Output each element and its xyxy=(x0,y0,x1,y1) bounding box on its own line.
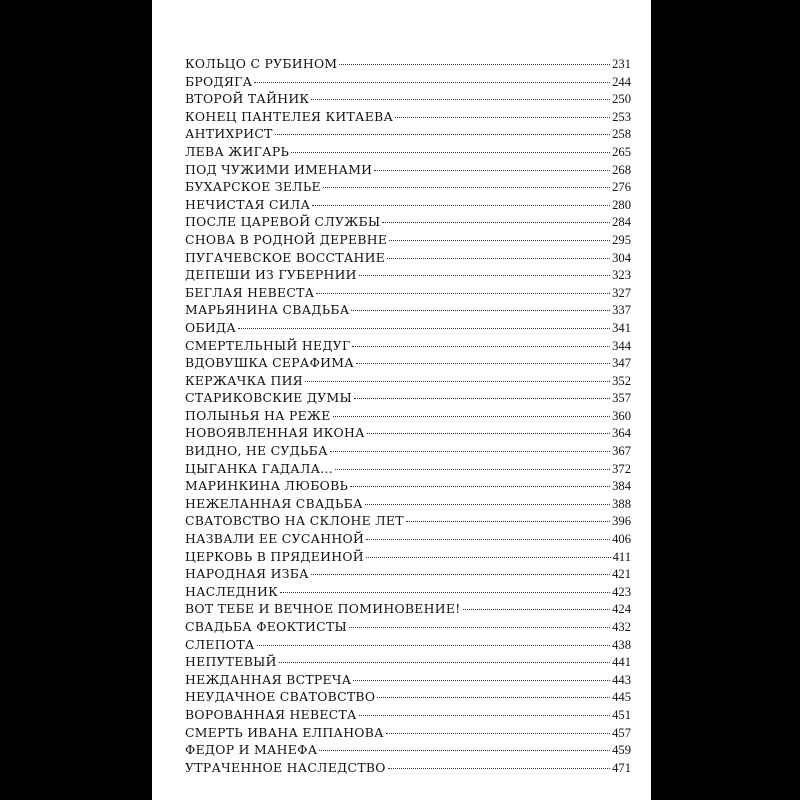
toc-entry-title: СВАТОВСТВО НА СКЛОНЕ ЛЕТ xyxy=(185,513,404,529)
book-page xyxy=(152,0,651,800)
toc-entry xyxy=(185,460,631,478)
toc-entry-page-number: 347 xyxy=(612,356,631,371)
toc-entry-page-number: 372 xyxy=(612,461,631,476)
dot-leader xyxy=(463,609,611,610)
dot-leader xyxy=(275,134,610,135)
toc-entry xyxy=(185,354,631,372)
toc-entry-title: ФЕДОР И МАНЕФА xyxy=(185,742,318,758)
toc-entry xyxy=(185,249,631,267)
dot-leader xyxy=(238,328,610,329)
toc-entry-title: СНОВА В РОДНОЙ ДЕРЕВНЕ xyxy=(185,231,388,247)
dot-leader xyxy=(254,82,610,83)
toc-entry xyxy=(185,477,631,495)
toc-entry-title: ВТОРОЙ ТАЙНИК xyxy=(185,91,310,107)
toc-entry-title: ПОСЛЕ ЦАРЕВОЙ СЛУЖБЫ xyxy=(185,214,381,230)
toc-entry xyxy=(185,90,631,108)
toc-entry-page-number: 337 xyxy=(612,303,631,318)
toc-entry xyxy=(185,266,631,284)
dot-leader xyxy=(356,363,610,364)
toc-entry-title: АНТИХРИСТ xyxy=(185,126,273,142)
dot-leader xyxy=(335,469,610,470)
toc-entry-page-number: 304 xyxy=(612,250,631,265)
toc-entry-page-number: 411 xyxy=(612,549,631,564)
toc-entry-page-number: 276 xyxy=(612,180,631,195)
toc-entry-page-number: 445 xyxy=(612,690,631,705)
toc-entry-page-number: 423 xyxy=(612,584,631,599)
toc-entry xyxy=(185,301,631,319)
toc-entry-title: НЕУДАЧНОЕ СВАТОВСТВО xyxy=(185,689,376,705)
toc-entry xyxy=(185,196,631,214)
dot-leader xyxy=(406,521,610,522)
toc-entry-title: ЛЕВА ЖИГАРЬ xyxy=(185,143,290,159)
toc-entry xyxy=(185,284,631,302)
dot-leader xyxy=(366,539,610,540)
toc-entry xyxy=(185,319,631,337)
toc-entry-title: СМЕРТЕЛЬНЫЙ НЕДУГ xyxy=(185,337,351,353)
toc-entry xyxy=(185,407,631,425)
toc-entry-title: НОВОЯВЛЕННАЯ ИКОНА xyxy=(185,425,365,441)
toc-entry xyxy=(185,372,631,390)
dot-leader xyxy=(353,680,610,681)
toc-entry-title: НАЗВАЛИ ЕЕ СУСАННОЙ xyxy=(185,531,365,547)
dot-leader xyxy=(323,187,610,188)
toc-entry-page-number: 295 xyxy=(612,232,631,247)
dot-leader xyxy=(257,645,611,646)
toc-entry xyxy=(185,178,631,196)
toc-entry-title: ПОЛЫНЬЯ НА РЕЖЕ xyxy=(185,407,331,423)
toc-entry xyxy=(185,512,631,530)
toc-entry-page-number: 388 xyxy=(612,496,631,511)
table-of-contents xyxy=(185,55,631,776)
toc-entry-page-number: 421 xyxy=(612,567,631,582)
toc-entry-title: МАРИНКИНА ЛЮБОВЬ xyxy=(185,478,349,494)
toc-entry xyxy=(185,125,631,143)
dot-leader xyxy=(330,451,610,452)
toc-entry-title: НЕЖДАННАЯ ВСТРЕЧА xyxy=(185,671,352,687)
toc-entry xyxy=(185,548,631,566)
toc-entry-page-number: 360 xyxy=(612,408,631,423)
toc-entry-title: СТАРИКОВСКИЕ ДУМЫ xyxy=(185,390,352,406)
toc-entry xyxy=(185,337,631,355)
dot-leader xyxy=(311,99,610,100)
toc-entry-page-number: 280 xyxy=(612,197,631,212)
dot-leader xyxy=(280,592,610,593)
toc-entry-page-number: 396 xyxy=(612,514,631,529)
toc-entry-title: СЛЕПОТА xyxy=(185,636,255,652)
toc-entry xyxy=(185,231,631,249)
toc-entry-page-number: 253 xyxy=(612,109,631,124)
toc-entry xyxy=(185,389,631,407)
dot-leader xyxy=(374,170,610,171)
toc-entry-page-number: 432 xyxy=(612,620,631,634)
toc-entry-page-number: 352 xyxy=(612,373,631,388)
toc-entry-page-number: 327 xyxy=(612,285,631,300)
dot-leader xyxy=(386,733,610,734)
toc-entry-page-number: 459 xyxy=(612,743,631,758)
toc-entry-page-number: 341 xyxy=(612,320,631,335)
toc-entry xyxy=(185,671,631,689)
toc-entry-page-number: 284 xyxy=(612,215,631,230)
toc-entry xyxy=(185,530,631,548)
toc-entry-title: ЦЕРКОВЬ В ПРЯДЕИНОЙ xyxy=(185,548,364,564)
dot-leader xyxy=(359,275,610,276)
toc-entry-title: ПУГАЧЕВСКОЕ ВОССТАНИЕ xyxy=(185,249,386,265)
toc-entry-page-number: 438 xyxy=(612,637,631,652)
left-border xyxy=(0,0,152,800)
dot-leader xyxy=(354,398,610,399)
dot-leader xyxy=(279,662,610,663)
toc-entry-title: КЕРЖАЧКА ПИЯ xyxy=(185,372,303,388)
dot-leader xyxy=(305,381,610,382)
toc-entry-title: ЦЫГАНКА ГАДАЛА... xyxy=(185,460,333,476)
toc-entry xyxy=(185,108,631,126)
dot-leader xyxy=(352,346,610,347)
toc-entry xyxy=(185,143,631,161)
toc-entry xyxy=(185,161,631,179)
dot-leader xyxy=(382,222,610,223)
dot-leader xyxy=(311,574,610,575)
dot-leader xyxy=(388,768,610,769)
toc-entry-page-number: 244 xyxy=(612,74,631,89)
dot-leader xyxy=(333,416,611,417)
dot-leader xyxy=(316,293,610,294)
toc-entry xyxy=(185,495,631,513)
toc-entry-page-number: 471 xyxy=(612,760,631,775)
toc-entry-title: СВАДЬБА ФЕОКТИСТЫ xyxy=(185,619,348,634)
dot-leader xyxy=(395,117,610,118)
toc-entry-page-number: 250 xyxy=(612,92,631,107)
toc-entry xyxy=(185,724,631,742)
dot-leader xyxy=(349,627,610,628)
toc-entry-title: СМЕРТЬ ИВАНА ЕЛПАНОВА xyxy=(185,724,384,740)
toc-entry xyxy=(185,73,631,91)
toc-entry xyxy=(185,759,631,777)
toc-entry-page-number: 364 xyxy=(612,426,631,441)
dot-leader xyxy=(389,240,610,241)
dot-leader xyxy=(312,205,610,206)
toc-entry xyxy=(185,442,631,460)
toc-entry-title: НАСЛЕДНИК xyxy=(185,583,279,599)
toc-entry-title: НЕЧИСТАЯ СИЛА xyxy=(185,196,311,212)
toc-entry xyxy=(185,600,631,618)
toc-entry-page-number: 451 xyxy=(612,707,631,722)
toc-entry-page-number: 441 xyxy=(612,655,631,670)
toc-entry-title: ПОД ЧУЖИМИ ИМЕНАМИ xyxy=(185,161,373,177)
toc-entry-page-number: 268 xyxy=(612,162,631,177)
toc-entry xyxy=(185,213,631,231)
toc-entry-title: ОБИДА xyxy=(185,319,237,335)
toc-entry-page-number: 406 xyxy=(612,532,631,547)
dot-leader xyxy=(359,715,610,716)
toc-entry-page-number: 424 xyxy=(612,602,631,617)
toc-entry-title: НЕЖЕЛАННАЯ СВАДЬБА xyxy=(185,495,363,511)
toc-entry xyxy=(185,55,631,73)
toc-entry-page-number: 367 xyxy=(612,444,631,459)
toc-entry-title: ВОТ ТЕБЕ И ВЕЧНОЕ ПОМИНОВЕНИЕ! xyxy=(185,601,461,617)
dot-leader xyxy=(387,258,610,259)
toc-entry-page-number: 231 xyxy=(612,57,631,71)
dot-leader xyxy=(377,697,610,698)
toc-entry xyxy=(185,583,631,601)
toc-entry xyxy=(185,618,631,636)
toc-entry-title: ВИДНО, НЕ СУДЬБА xyxy=(185,443,328,459)
toc-entry xyxy=(185,424,631,442)
dot-leader xyxy=(367,433,610,434)
dot-leader xyxy=(350,486,610,487)
toc-entry-title: УТРАЧЕННОЕ НАСЛЕДСТВО xyxy=(185,759,386,775)
dot-leader xyxy=(365,504,610,505)
toc-entry xyxy=(185,741,631,759)
toc-entry xyxy=(185,706,631,724)
toc-entry-page-number: 344 xyxy=(612,338,631,353)
toc-entry-title: ДЕПЕШИ ИЗ ГУБЕРНИИ xyxy=(185,267,357,283)
toc-entry-page-number: 384 xyxy=(612,479,631,494)
toc-entry-page-number: 258 xyxy=(612,127,631,142)
toc-entry-title: МАРЬЯНИНА СВАДЬБА xyxy=(185,302,350,318)
dot-leader xyxy=(351,310,610,311)
dot-leader xyxy=(366,557,611,558)
toc-entry xyxy=(185,653,631,671)
toc-entry-title: КОНЕЦ ПАНТЕЛЕЯ КИТАЕВА xyxy=(185,108,394,124)
toc-entry-title: НАРОДНАЯ ИЗБА xyxy=(185,566,309,582)
toc-entry-title: БУХАРСКОЕ ЗЕЛЬЕ xyxy=(185,179,321,195)
toc-entry-title: НЕПУТЕВЫЙ xyxy=(185,654,277,670)
toc-entry-title: КОЛЬЦО С РУБИНОМ xyxy=(185,56,338,71)
toc-entry-title: ВДОВУШКА СЕРАФИМА xyxy=(185,355,354,371)
right-border xyxy=(651,0,800,800)
toc-entry-page-number: 443 xyxy=(612,672,631,687)
toc-entry-title: БЕГЛАЯ НЕВЕСТА xyxy=(185,284,315,300)
toc-entry xyxy=(185,565,631,583)
dot-leader xyxy=(339,64,610,65)
dot-leader xyxy=(291,152,610,153)
toc-entry-page-number: 357 xyxy=(612,391,631,406)
toc-entry-title: ВОРОВАННАЯ НЕВЕСТА xyxy=(185,706,357,722)
dot-leader xyxy=(319,750,610,751)
toc-entry xyxy=(185,636,631,654)
toc-entry-title: БРОДЯГА xyxy=(185,73,253,89)
toc-entry-page-number: 323 xyxy=(612,268,631,283)
toc-entry xyxy=(185,688,631,706)
toc-entry-page-number: 265 xyxy=(612,144,631,159)
toc-entry-page-number: 457 xyxy=(612,725,631,740)
